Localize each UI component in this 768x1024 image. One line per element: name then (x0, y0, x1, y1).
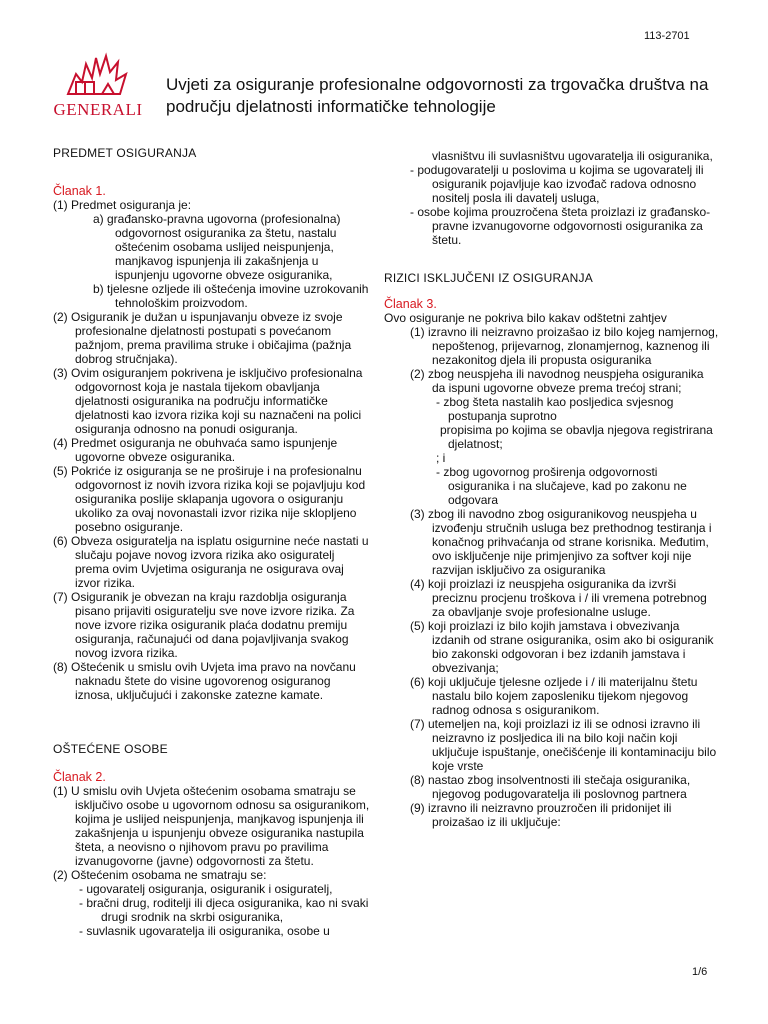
list-item: (4) koji proizlazi iz neuspjeha osiguranika da izvrši preciznu procjenu troškova i / ili vremena potrebnog za obavljanje svoje profesionalne usluge. (410, 577, 707, 619)
paragraph: ; i (436, 451, 446, 465)
article-heading: Članak 2. (53, 770, 106, 784)
logo-wordmark: GENERALI (53, 100, 143, 119)
list-item: (8) Oštećenik u smislu ovih Uvjeta ima pravo na novčanu naknadu štete do visine ugovorenog osiguranog iznosa, uključujući i zakonske zatezne kamate. (53, 660, 356, 702)
list-item: (6) Obveza osiguratelja na isplatu osigurnine neće nastati u slučaju pojave novog izvora rizika ako osiguratelj prema ovim Uvjetima osiguranja ne osigurava ovaj izvor rizika. (53, 534, 369, 590)
list-item: - ugovaratelj osiguranja, osiguranik i osiguratelj, (79, 882, 333, 896)
paragraph: (1) Predmet osiguranja je: (53, 198, 192, 212)
list-item: (1) izravno ili neizravno proizašao iz bilo kojeg namjernog, nepoštenog, prijevarnog, zlonamjernog, kaznenog ili nezakonitog djela ili propusta osiguranika (410, 325, 719, 367)
list-item: (6) koji uključuje tjelesne ozljede i / ili materijalnu štetu nastalu bilo kojem zaposleniku tijekom njegovog radnog odnosa s osiguranikom. (410, 675, 698, 717)
left-column (53, 146, 371, 938)
right-column (384, 149, 720, 829)
list-item: (2) zbog neuspjeha ili navodnog neuspjeha osiguranika da ispuni ugovorne obveze prema trećoj strani; (410, 367, 704, 395)
list-item: (3) zbog ili navodno zbog osiguranikovog neuspjeha u izvođenju stručnih usluga bez prethodnog testiranja i konačnog prihvaćanja od strane korisnika. Međutim, ovo isključenje nije primjenjivo za softver koji nije razvijan isključivo za osiguranika (410, 507, 712, 577)
list-item: (4) Predmet osiguranja ne obuhvaća samo ispunjenje ugovorne obveze osiguranika. (53, 436, 338, 464)
list-item: b) tjelesne ozljede ili oštećenja imovine uzrokovanih tehnološkim proizvodom. (93, 282, 369, 310)
article-heading: Članak 1. (53, 184, 106, 198)
list-item: a) građansko-pravna ugovorna (profesionalna) odgovornost osiguranika za štetu, nastalu oštećenim osobama uslijed neispunjenja, manjkavog ispunjenja ili zakašnjenja u ispunjenju ugovorne obveze osiguranika, (93, 212, 341, 282)
section-heading: PREDMET OSIGURANJA (53, 146, 197, 160)
paragraph: Ovo osiguranje ne pokriva bilo kakav odštetni zahtjev (384, 311, 667, 325)
list-item: (5) koji proizlazi iz bilo kojih jamstava i obvezivanja izdanih od strane osiguranika, osim ako bi osiguranik bio zakonski odgovoran i bez izdanih jamstava i obvezivanja; (410, 619, 714, 675)
list-item: (8) nastao zbog insolventnosti ili stečaja osiguranika, njegovog podugovaratelja ili poslovnog partnera (410, 773, 691, 801)
list-item: (7) utemeljen na, koji proizlazi iz ili se odnosi izravno ili neizravno iz posljedica ili na bilo koji način koji uključuje ispuštanje, onečišćenje ili kontaminaciju bilo koje vrste (410, 717, 717, 773)
list-item: (9) izravno ili neizravno prouzročen ili pridonijet ili proizašao iz ili uključuje: (410, 801, 672, 829)
document-code: 113-2701 (644, 30, 690, 42)
section-heading: OŠTEĆENE OSOBE (53, 742, 168, 756)
list-item: - bračni drug, roditelji ili djeca osiguranika, kao ni svaki drugi srodnik na skrbi osiguranika, (79, 896, 369, 924)
list-item: - suvlasnik ugovaratelja ili osiguranika, osobe u (79, 924, 330, 938)
paragraph: propisima po kojima se obavlja njegova registrirana djelatnost; (440, 423, 713, 451)
list-item: (5) Pokriće iz osiguranja se ne proširuje i na profesionalnu odgovornost iz novih izvora rizika koji se pojavljuju kod osiguranika poslije sklapanja ugovora o osiguranju ukoliko za ovaj novonastali izvor rizika nije sklopljeno posebno osiguranje. (53, 464, 366, 534)
page-number: 1/6 (692, 966, 708, 978)
section-heading: RIZICI ISKLJUČENI IZ OSIGURANJA (384, 271, 593, 285)
list-item: - zbog ugovornog proširenja odgovornosti osiguranika i na slučajeve, kad po zakonu ne odgovara (436, 465, 687, 507)
list-item: (2) Oštećenim osobama ne smatraju se: (53, 868, 267, 882)
list-item: (1) U smislu ovih Uvjeta oštećenim osobama smatraju se isključivo osobe u ugovornom odnosu sa osiguranikom, kojima je uslijed neispunjenja, manjkavog ispunjenja ili zakašnjenja u ispunjenju obveze osiguranika nastupila šteta, a neovisno o njihovom pravu po pravilima izvanugovorne (javne) odgovornosti za štetu. (53, 784, 370, 868)
lion-emblem-icon (62, 44, 134, 102)
paragraph: vlasništvu ili suvlasništvu ugovaratelja ili osiguranika, (432, 149, 713, 163)
list-item: (2) Osiguranik je dužan u ispunjavanju obveze iz svoje profesionalne djelatnosti postupati s povećanom pažnjom, prema pravilima struke i običajima (pažnja dobrog stručnjaka). (53, 310, 352, 366)
list-item: - osobe kojima prouzročena šteta proizlazi iz građansko-pravne izvanugovorne odgovornosti osiguranika za štetu. (410, 205, 711, 247)
list-item: - podugovaratelji u poslovima u kojima se ugovaratelj ili osiguranik pojavljuje kao izvođač radova odnosno nositelj posla ili davatelj usluga, (410, 163, 704, 205)
list-item: (7) Osiguranik je obvezan na kraju razdoblja osiguranja pisano prijaviti osiguratelju sve nove izvore rizika. Za nove izvore rizika osiguranik plaća dodatnu premiju osiguranja, računajući od dana pojavljivanja svakog novog izvora rizika. (53, 590, 355, 660)
generali-logo (52, 44, 144, 120)
list-item: (3) Ovim osiguranjem pokrivena je isključivo profesionalna odgovornost koja je nastala tijekom obavljanja djelatnosti osiguranika na području informatičke djelatnosti kao izvora rizika koji su naznačeni na polici osiguranja odnosno na ponudi osiguranja. (53, 366, 363, 436)
list-item: - zbog šteta nastalih kao posljedica svjesnog postupanja suprotno (436, 395, 674, 423)
article-heading: Članak 3. (384, 297, 437, 311)
page-title: Uvjeti za osiguranje profesionalne odgovornosti za trgovačka društva na području djelatnosti informatičke tehnologije (166, 75, 709, 116)
